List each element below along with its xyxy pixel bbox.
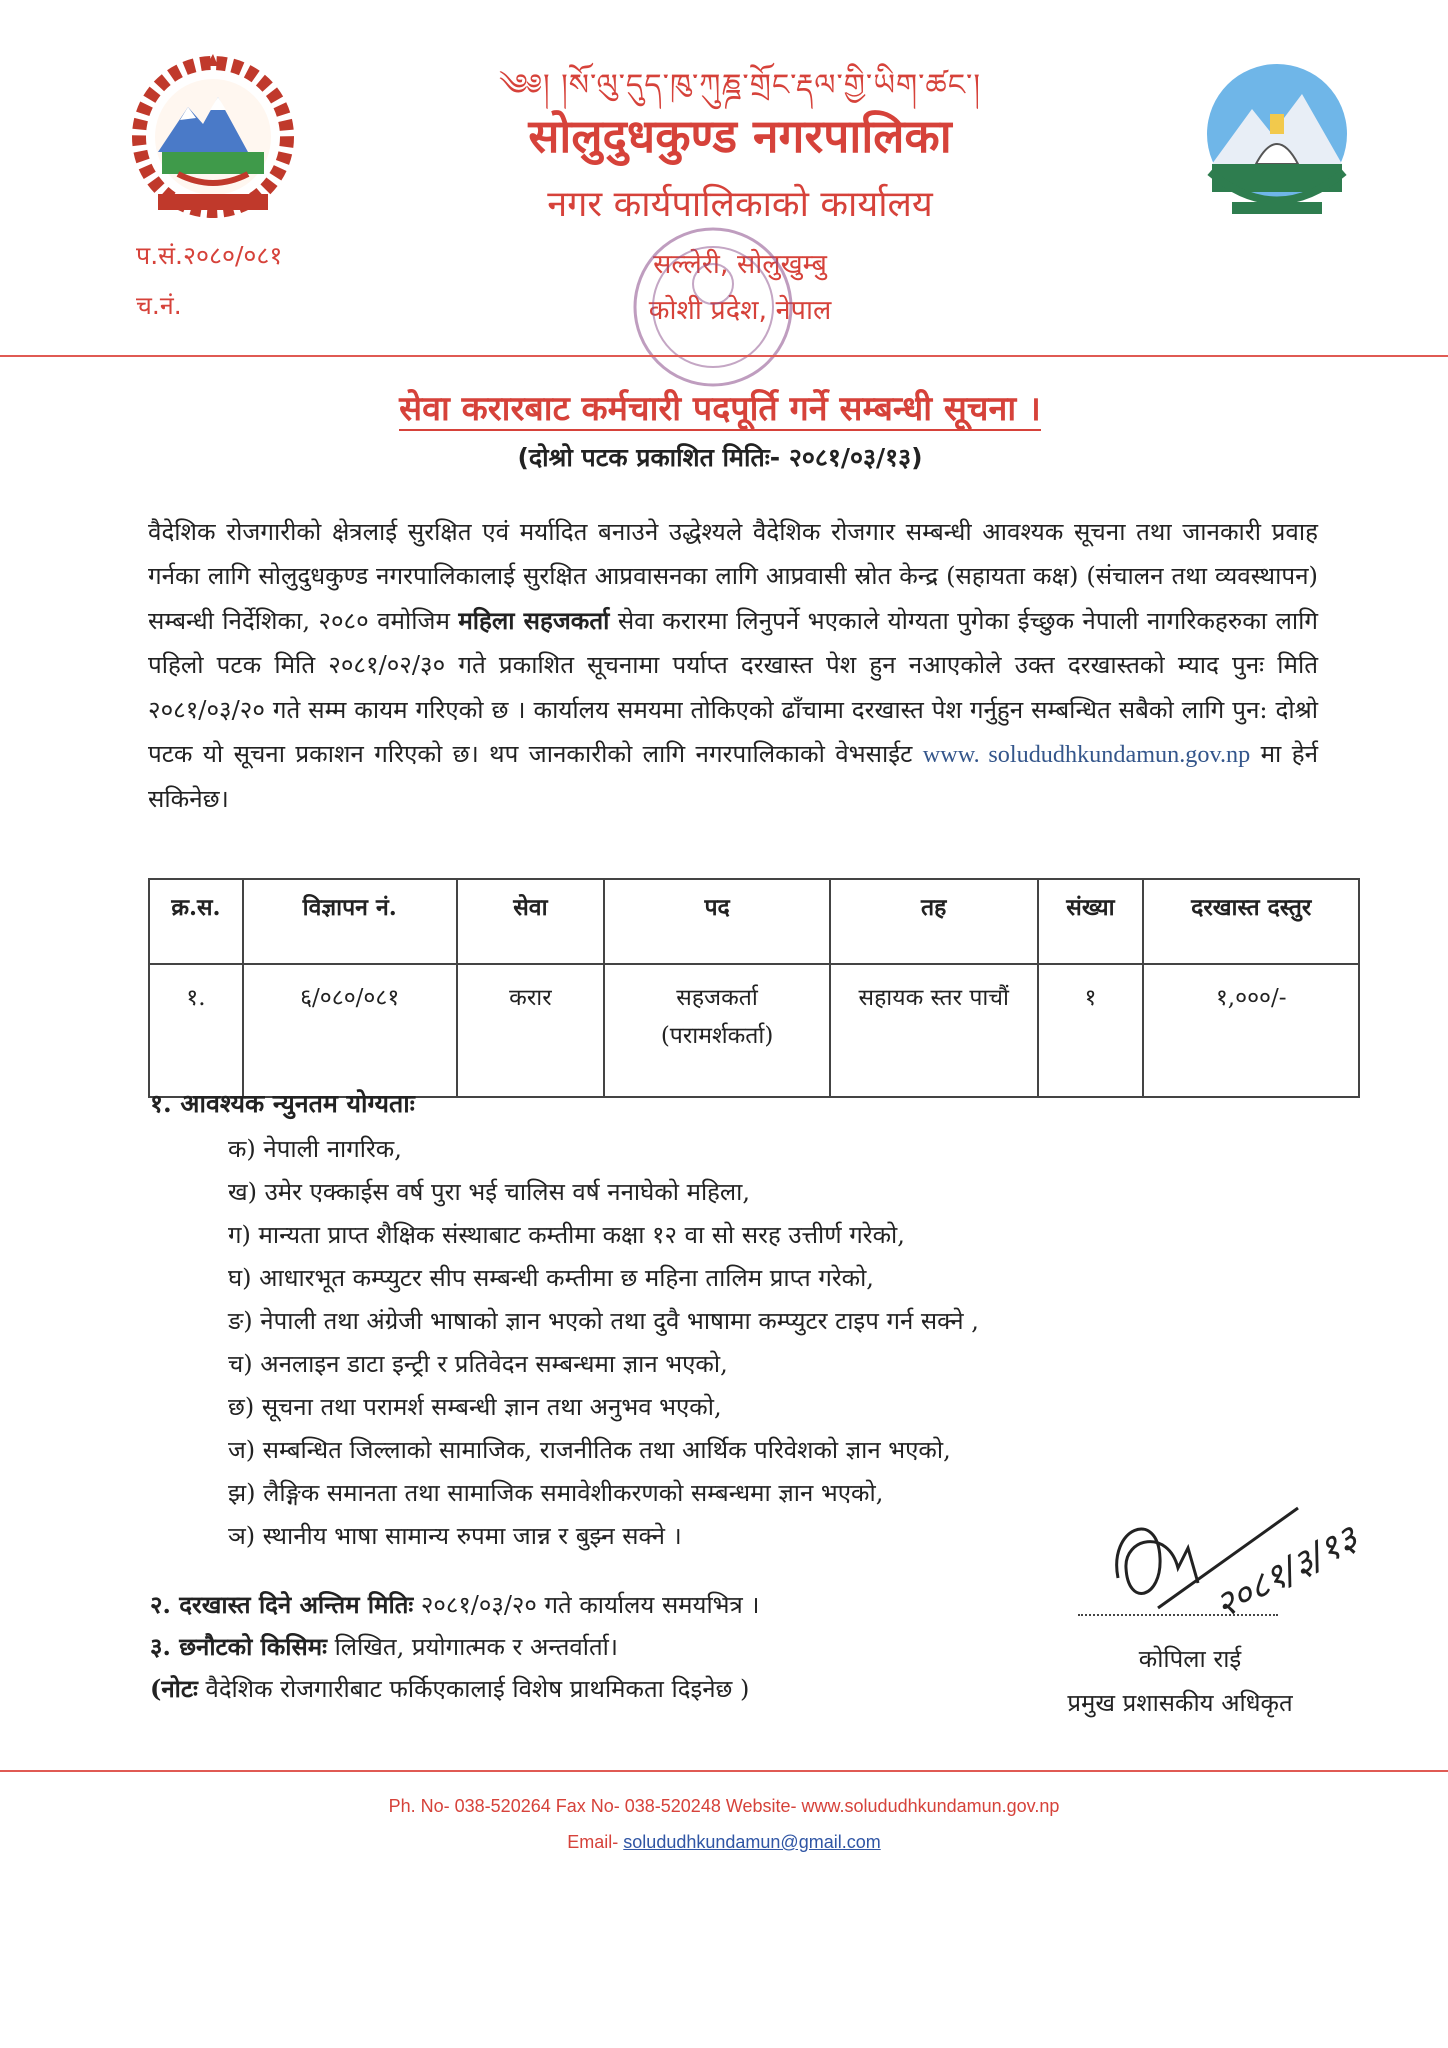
notice-body [148, 510, 1318, 822]
col-header-count: संख्या [1038, 879, 1144, 964]
signature-date: २०८१/३/१३ [1208, 1517, 1365, 1628]
list-item: ञ) स्थानीय भाषा सामान्य रुपमा जान्न र बुझ्न सक्ने । [228, 1522, 682, 1550]
notice-title [220, 384, 1220, 430]
selection-method-line [150, 1630, 618, 1663]
list-item: घ) आधारभूत कम्प्युटर सीप सम्बन्धी कम्तीमा छ महिना तालिम प्राप्त गरेको, [228, 1264, 874, 1292]
col-header-fee: दरखास्त दस्तुर [1143, 879, 1359, 964]
cell-level: सहायक स्तर पाचौं [830, 964, 1038, 1097]
body-text-1: वैदेशिक रोजगारीको क्षेत्रलाई सुरक्षित एवं मर्यादित बनाउने उद्धेश्यले वैदेशिक रोजगार सम्बन्धी आवश्यक सूचना तथा जानकारी प्रवाह गर्नका लागि सोलुदुधकुण्ड नगरपालिकालाई सुरक्षित आप्रवासनका लागि आप्रवासी स्रोत केन्द्र (सहायता कक्ष) (संचालन तथा व्यवस्थापन) सम्बन्धी निर्देशिका, २०८० वमोजिम [148, 518, 1318, 635]
header-divider [0, 355, 1448, 357]
signatory-title: प्रमुख प्रशासकीय अधिकृत [1067, 1689, 1293, 1717]
footer-divider [0, 1770, 1448, 1772]
signature-line [1078, 1614, 1278, 1616]
municipality-logo [1192, 54, 1362, 224]
notice-title-text: सेवा करारबाट कर्मचारी पदपूर्ति गर्ने सम्बन्धी सूचना । [399, 389, 1041, 429]
cell-sn: १. [149, 964, 243, 1097]
vacancy-table [148, 878, 1360, 1098]
note-line [150, 1672, 749, 1705]
qualification-list [228, 1128, 979, 1558]
deadline-label: २. दरखास्त दिने अन्तिम मितिः [150, 1590, 414, 1619]
signatory-name: कोपिला राई [1138, 1645, 1242, 1673]
footer-email-line [0, 1832, 1448, 1853]
selection-label: ३. छनौटको किसिमः [150, 1632, 327, 1661]
post-name-bold: महिला सहजकर्ता [458, 605, 610, 635]
post-line-1: सहजकर्ता [676, 985, 758, 1011]
list-item: ज) सम्बन्धित जिल्लाको सामाजिक, राजनीतिक तथा आर्थिक परिवेशको ज्ञान भएको, [228, 1436, 951, 1464]
address-line-1: सल्लेरी, सोलुखुम्बु [653, 249, 827, 280]
table-header-row [149, 879, 1359, 964]
cell-ad-no: ६/०८०/०८१ [243, 964, 457, 1097]
table-row [149, 964, 1359, 1097]
cell-fee: १,०००/- [1143, 964, 1359, 1097]
col-header-ad-no: विज्ञापन नं. [243, 879, 457, 964]
email-label: Email- [567, 1832, 624, 1852]
col-header-post: पद [604, 879, 830, 964]
publication-date: (दोश्रो पटक प्रकाशित मितिः- २०८१/०३/१३) [517, 443, 923, 472]
organization-name: सोलुदुधकुण्ड नगरपालिका [528, 109, 952, 163]
list-item: झ) लैङ्गिक समानता तथा सामाजिक समावेशीकरणको सम्बन्धमा ज्ञान भएको, [228, 1479, 884, 1507]
note-label: (नोटः [150, 1674, 198, 1703]
footer-contact: Ph. No- 038-520264 Fax No- 038-520248 Website- www.solududhkundamun.gov.np [388, 1796, 1060, 1816]
body-text-2: सेवा करारमा लिनुपर्ने भएकाले योग्यता पुगेका ईच्छुक नेपाली नागरिकहरुका लागि पहिलो पटक मिति २०८१/०२/३० गते प्रकाशित सूचनामा पर्याप्त दरखास्त पेश हुन नआएकोले उक्त दरखास्तको म्याद पुनः मिति २०८१/०३/२० गते सम्म कायम गरिएको छ । कार्यालय समयमा तोकिएको ढाँचामा दरखास्त पेश गर्नुहुन सम्बन्धित सबैको लागि पुन: दोश्रो पटक यो सूचना प्रकाशन गरिएको छ। थप जानकारीको लागि नगरपालिकाको वेभसाईट [148, 606, 1318, 769]
selection-value: लिखित, प्रयोगात्मक र अन्तर्वार्ता। [326, 1633, 618, 1661]
post-line-2: (परामर्शकर्ता) [660, 1023, 774, 1049]
deadline-line [150, 1588, 760, 1621]
list-item: ख) उमेर एक्काईस वर्ष पुरा भई चालिस वर्ष ननाघेको महिला, [228, 1178, 751, 1206]
col-header-service: सेवा [457, 879, 605, 964]
list-item: ङ) नेपाली तथा अंग्रेजी भाषाको ज्ञान भएको तथा दुवै भाषामा कम्प्युटर टाइप गर्न सक्ने , [228, 1307, 979, 1335]
list-item: क) नेपाली नागरिक, [228, 1135, 402, 1163]
col-header-sn: क्र.स. [149, 879, 243, 964]
cell-service: करार [457, 964, 605, 1097]
body-text-3: मा हेर्न सकिनेछ। [148, 740, 1318, 814]
tibetan-org-line: ༄༅། །སོ་ལུ་དུད་ཁུ་ཀུཎྜ་གྲོང་རྡལ་གྱི་ཡིག་ཚང་། [499, 68, 981, 103]
list-item: छ) सूचना तथा परामर्श सम्बन्धी ज्ञान तथा अनुभव भएको, [228, 1393, 722, 1421]
list-item: ग) मान्यता प्राप्त शैक्षिक संस्थाबाट कम्तीमा कक्षा १२ वा सो सरह उत्तीर्ण गरेको, [228, 1221, 905, 1249]
dispatch-number: च.नं. [136, 291, 182, 320]
qualification-heading: १. आवश्यक न्युनतम योग्यताः [150, 1089, 415, 1118]
col-header-level: तह [830, 879, 1038, 964]
office-name: नगर कार्यपालिकाको कार्यालय [547, 184, 933, 225]
website-link[interactable]: www. solududhkundamun.gov.np [922, 741, 1251, 769]
deadline-value: २०८१/०३/२० गते कार्यालय समयभित्र । [413, 1591, 760, 1619]
fiscal-ref-number: प.सं.२०८०/०८१ [136, 241, 283, 270]
email-link[interactable]: solududhkundamun@gmail.com [623, 1832, 881, 1852]
list-item: च) अनलाइन डाटा इन्ट्री र प्रतिवेदन सम्बन्धमा ज्ञान भएको, [228, 1350, 728, 1378]
office-seal-stamp [628, 222, 798, 392]
nepal-emblem-logo [118, 52, 308, 222]
cell-post [604, 964, 830, 1097]
cell-count: १ [1038, 964, 1144, 1097]
note-value: वैदेशिक रोजगारीबाट फर्किएकालाई विशेष प्राथमिकता दिइनेछ ) [197, 1675, 750, 1703]
address-line-2: कोशी प्रदेश, नेपाल [648, 295, 832, 326]
